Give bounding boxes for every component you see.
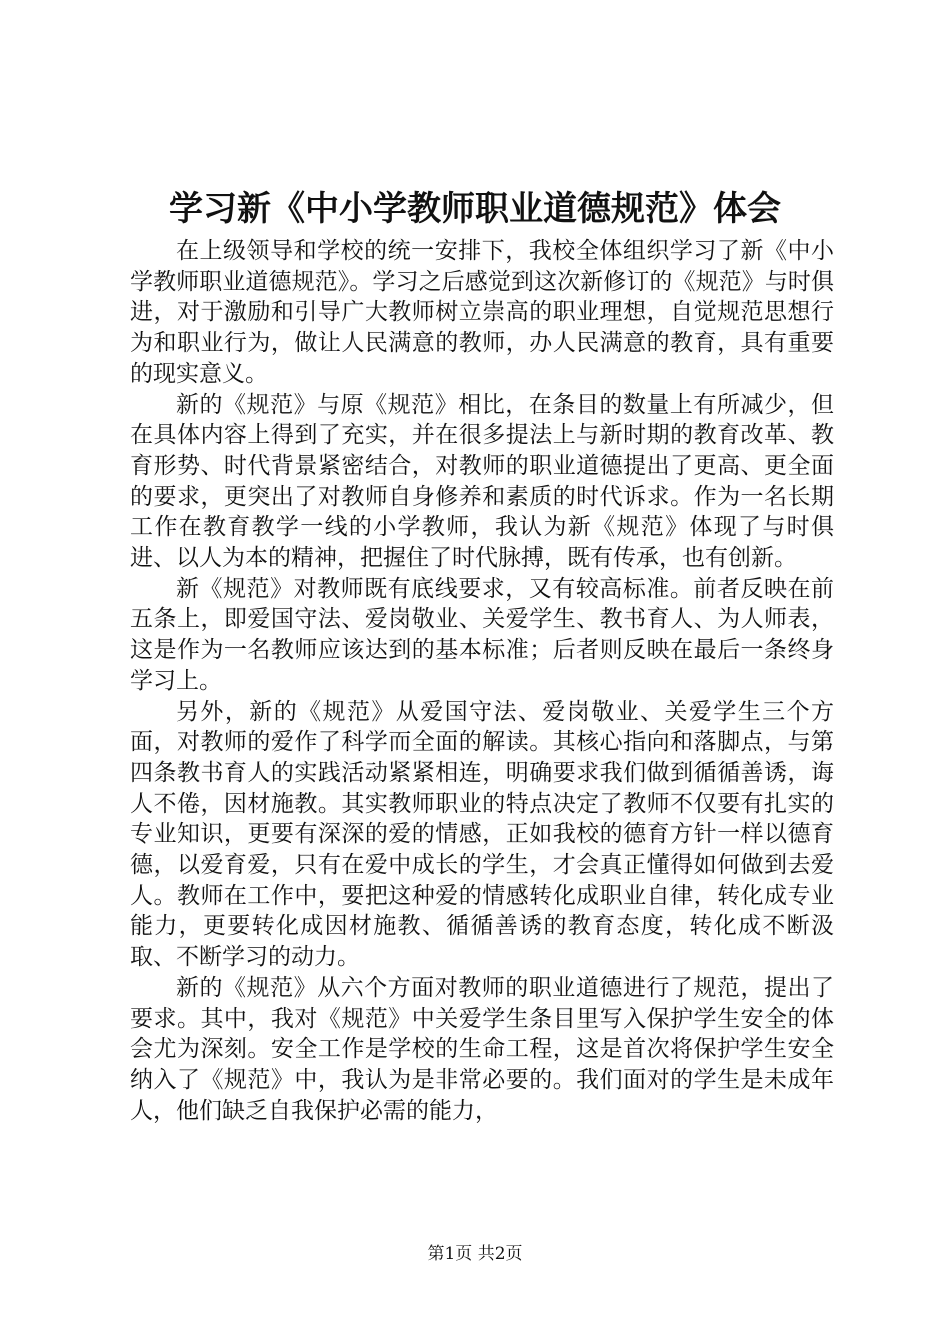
paragraph-3: 新《规范》对教师既有底线要求，又有较高标准。前者反映在前五条上，即爱国守法、爱岗敬业、关爱学生、教书育人、为人师表，这是作为一名教师应该达到的基本标准；后者则反映在最后一条终身学习上。 bbox=[130, 575, 834, 694]
paragraph-1: 在上级领导和学校的统一安排下，我校全体组织学习了新《中小学教师职业道德规范》。学习之后感觉到这次新修订的《规范》与时俱进，对于激励和引导广大教师树立崇高的职业理想，自觉规范思想行为和职业行为，做让人民满意的教师，办人民满意的教育，具有重要的现实意义。 bbox=[130, 238, 834, 387]
paragraph-4: 另外，新的《规范》从爱国守法、爱岗敬业、关爱学生三个方面，对教师的爱作了科学而全面的解读。其核心指向和落脚点，与第四条教书育人的实践活动紧紧相连，明确要求我们做到循循善诱，诲人不倦，因材施教。其实教师职业的特点决定了教师不仅要有扎实的专业知识，更要有深深的爱的情感，正如我校的德育方针一样以德育德，以爱育爱，只有在爱中成长的学生，才会真正懂得如何做到去爱人。教师在工作中，要把这种爱的情感转化成职业自律，转化成专业能力，更要转化成因材施教、循循善诱的教育态度，转化成不断汲取、不断学习的动力。 bbox=[130, 698, 834, 971]
paragraph-5: 新的《规范》从六个方面对教师的职业道德进行了规范，提出了要求。其中，我对《规范》中关爱学生条目里写入保护学生安全的体会尤为深刻。安全工作是学校的生命工程，这是首次将保护学生安全纳入了《规范》中，我认为是非常必要的。我们面对的学生是未成年人，他们缺乏自我保护必需的能力， bbox=[130, 974, 834, 1124]
document-body bbox=[130, 236, 834, 1126]
paragraph-2: 新的《规范》与原《规范》相比，在条目的数量上有所减少，但在具体内容上得到了充实，并在很多提法上与新时期的教育改革、教育形势、时代背景紧密结合，对教师的职业道德提出了更高、更全面的要求，更突出了对教师自身修养和素质的时代诉求。作为一名长期工作在教育教学一线的小学教师，我认为新《规范》体现了与时俱进、以人为本的精神，把握住了时代脉搏，既有传承，也有创新。 bbox=[130, 391, 834, 572]
document-title: 学习新《中小学教师职业道德规范》体会 bbox=[169, 189, 781, 229]
page-footer: 第1页 共2页 bbox=[427, 1244, 523, 1264]
